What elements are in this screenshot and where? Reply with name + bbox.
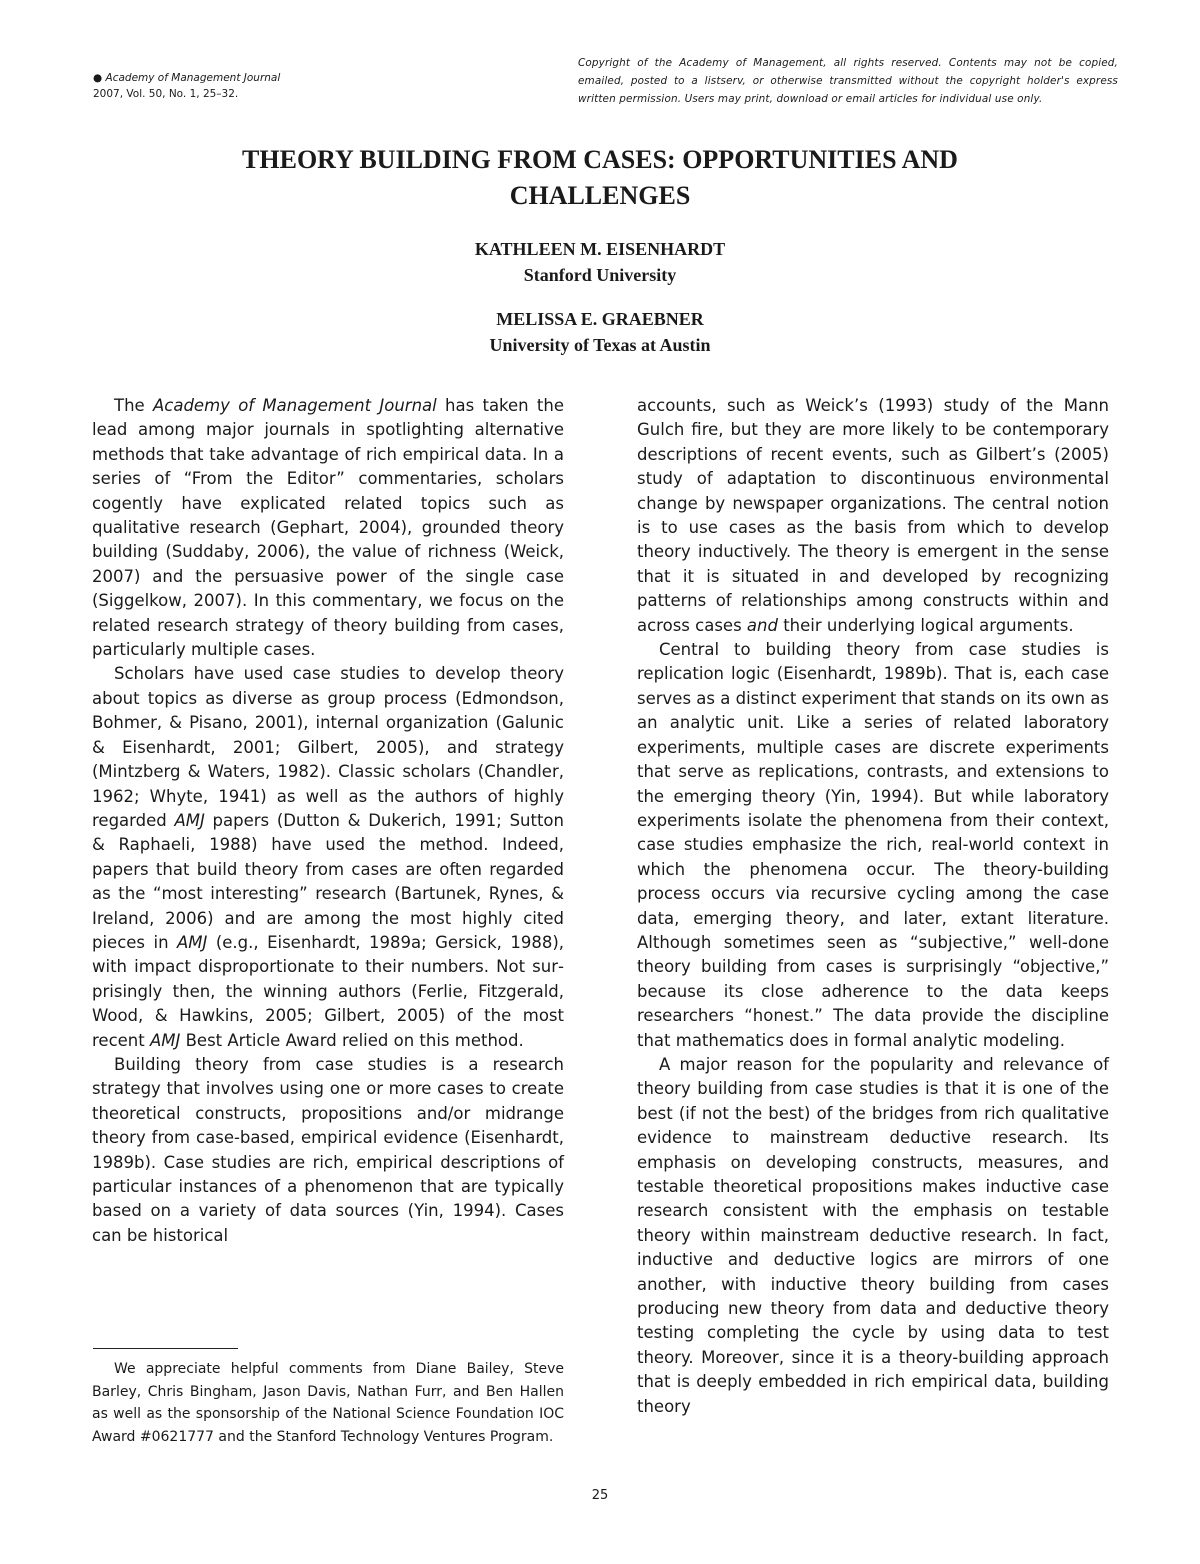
text-run: has taken the lead among major journals in spotlighting alternative methods that take advantage of rich empirical data. In a series of “From the Editor” commentaries, scholars cogently have explicated related topics such as qualitative research (Gephart, 2004), grounded theory building (Suddaby, 2006), the value of richness (Weick, 2007) and the persuasive power of the single case (Siggelkow, 2007). In this commentary, we focus on the related research strategy of theory building from cases, particularly multiple cases. (92, 396, 564, 660)
text-run: The (114, 396, 153, 415)
text-run: (e.g., Eisenhardt, 1989a; Gersick, 1988), with impact disproportionate to their numbers. Not surprisingly then, the winning authors (Ferlie, Fitzgerald, Wood, & Hawkins, 2005; Gilbert, 2005) of the most recent (92, 932, 564, 1050)
journal-bullet-icon: ● (93, 72, 103, 84)
amj-italic: AMJ (176, 932, 208, 952)
article-title: THEORY BUILDING FROM CASES: OPPORTUNITIES AND CHALLENGES (242, 145, 958, 210)
author-name: KATHLEEN M. EISENHARDT (474, 239, 726, 259)
paragraph-2 (92, 662, 564, 1053)
text-run: Best Article Award relied on this method. (180, 1030, 524, 1050)
right-column (637, 394, 1109, 1419)
journal-name: Academy of Management Journal (105, 72, 281, 84)
paragraph-5: Central to building theory from case studies is replication logic (Eisenhardt, 1989b). That is, each case serves as a distinct experiment that stands on its own as an analytic unit. Like a series of related laboratory experiments, multiple cases are discrete experiments that serve as replications, contrasts, and extensions to the emerging theory (Yin, 1994). But while laboratory experiments isolate the phenomena from their context, case studies emphasize the rich, real-world context in which the phenomena occur. The theory-building process occurs via recursive cycling among the case data, emerging theory, and later, extant literature. Although sometimes seen as “subjective,” well-done theory building from cases is surprisingly “objective,” because its close adherence to the data keeps researchers “honest.” The data provide the discipline that mathematics does in formal analytic modeling. (637, 640, 1109, 1050)
text-run: their underlying logical arguments. (777, 615, 1074, 635)
author-block-2 (300, 306, 900, 358)
amj-italic: AMJ (149, 1030, 181, 1050)
acknowledgment-footnote: We appreciate helpful comments from Diane Bailey, Steve Barley, Chris Bingham, Jason Davis, Nathan Furr, and Ben Hallen as well as the sponsorship of the National Science Foundation IOC Award #0621777 and the Stanford Technology Ventures Program. (92, 1361, 564, 1445)
text-run: papers (Dutton & Dukerich, 1991; Sutton & Raphaeli, 1988) have used the method. Indeed, papers that build theory from cases are often regarded as the “most interesting” research (Bartunek, Rynes, & Ireland, 2006) and are among the most highly cited pieces in (92, 810, 564, 952)
emphasis-italic: and (746, 615, 778, 635)
page-number: 25 (591, 1488, 609, 1503)
paragraph-1 (92, 394, 564, 662)
text-run: Scholars have used case studies to develop theory about topics as diverse as group process (Edmondson, Bohmer, & Pisano, 2001), internal organization (Galunic & Eisenhardt, 2001; Gilbert, 2005), and strategy (Mintzberg & Waters, 1982). Classic scholars (Chandler, 1962; Whyte, 1941) as well as the authors of highly regarded (92, 664, 564, 830)
text-run: accounts, such as Weick’s (1993) study of the Mann Gulch fire, but they are more likely to be contemporary descriptions of recent events, such as Gilbert’s (2005) study of adaptation to discontinuous environmental change by newspaper organizations. The central notion is to use cases as the basis from which to develop theory inductively. The theory is emergent in the sense that it is situated in and developed by recognizing patterns of relationships among constructs within and across cases (637, 396, 1109, 635)
amj-italic: AMJ (174, 810, 205, 830)
left-column (92, 394, 564, 1248)
footnote-divider (93, 1348, 238, 1349)
author-block-1 (300, 236, 900, 288)
paragraph-4 (637, 394, 1109, 638)
paragraph-3: Building theory from case studies is a research strategy that involves using one or more cases to create theoretical constructs, propositions and/or midrange theory from case-based, empirical evidence (Eisenhardt, 1989b). Case studies are rich, empirical descriptions of particular instances of a phenomenon that are typically based on a variety of data sources (Yin, 1994). Cases can be historical (92, 1054, 564, 1245)
journal-title-italic: Academy of Management Journal (152, 396, 437, 415)
author-name: MELISSA E. GRAEBNER (496, 309, 704, 329)
journal-header (93, 70, 473, 102)
author-affiliation: Stanford University (523, 265, 677, 285)
paragraph-6: A major reason for the popularity and relevance of theory building from case studies is that it is one of the best (if not the best) of the bridges from rich qualitative evidence to mainstream deductive research. Its emphasis on developing constructs, measures, and testable theoretical propositions makes inductive case research consistent with the emphasis on testable theory within mainstream deductive research. In fact, inductive and deductive logics are mirrors of one another, with inductive theory building from cases producing new theory from data and deductive theory testing completing the cycle by using data to test theory. Moreover, since it is a theory-building approach that is deeply embedded in rich empirical data, building theory (637, 1054, 1109, 1416)
author-affiliation: University of Texas at Austin (489, 335, 711, 355)
issue-line: 2007, Vol. 50, No. 1, 25–32. (93, 88, 239, 100)
copyright-notice: Copyright of the Academy of Management, all rights reserved. Contents may not be copied, emailed, posted to a listserv, or otherwise transmitted without the copyright holder's express written permission. Users may print, download or email articles for individual use only. (578, 57, 1118, 105)
